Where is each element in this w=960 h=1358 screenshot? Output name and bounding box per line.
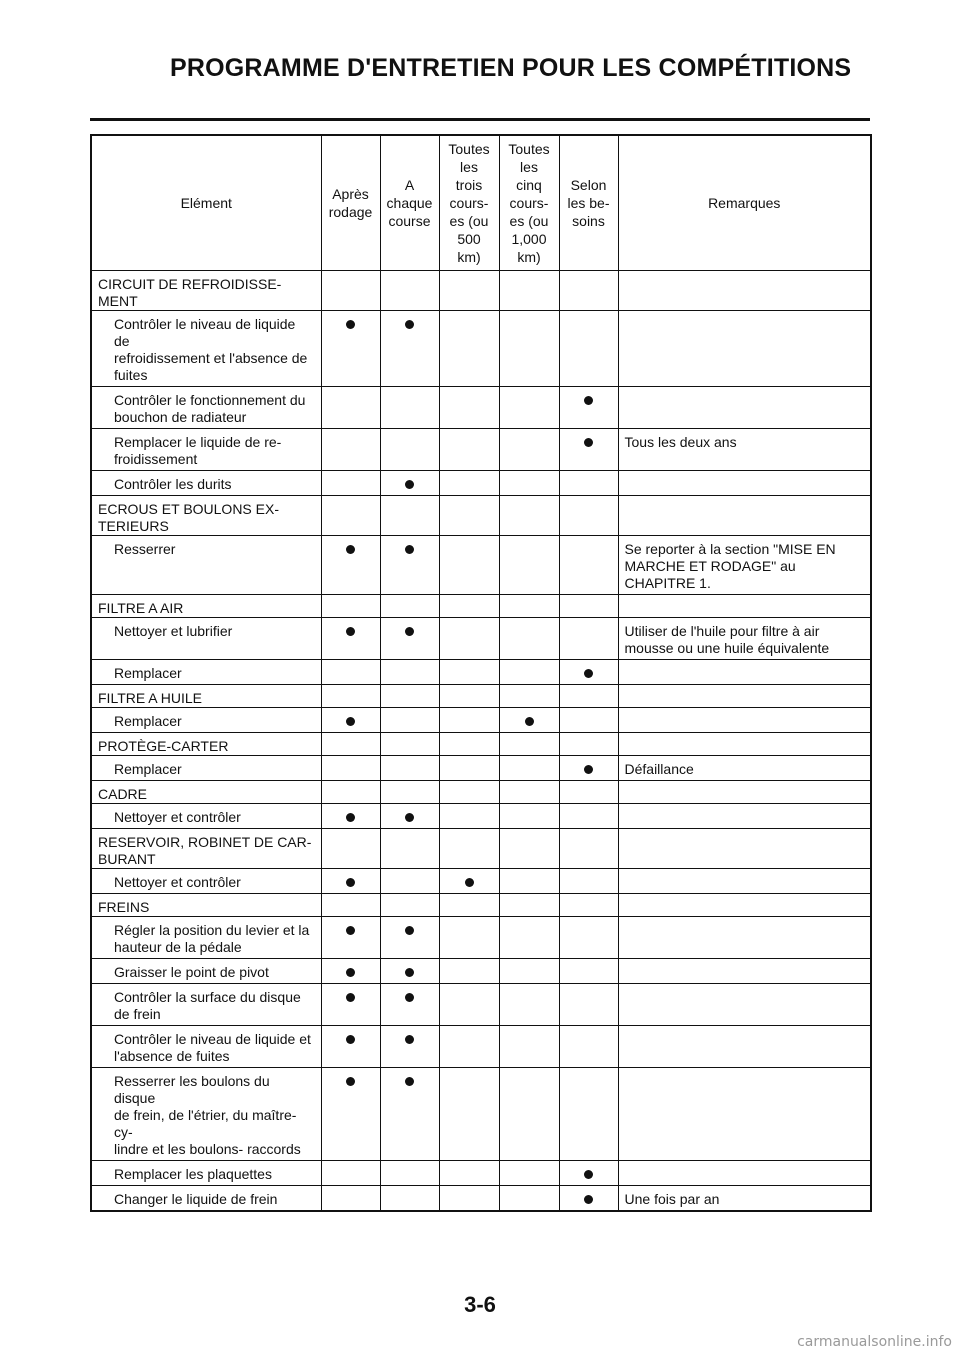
bullet-mark-icon <box>346 813 355 822</box>
item-cell <box>91 536 321 595</box>
interval-cell <box>499 471 559 496</box>
bullet-mark-icon <box>584 1195 593 1204</box>
remark-cell <box>618 959 871 984</box>
category-cell <box>91 685 321 708</box>
category-cell <box>91 271 321 311</box>
interval-cell <box>499 804 559 829</box>
interval-cell <box>321 429 380 471</box>
interval-cell <box>559 756 618 781</box>
remark-text: Se reporter à la section "MISE EN MARCHE ET RODAGE" au CHAPITRE 1. <box>624 541 836 591</box>
interval-cell <box>499 387 559 429</box>
interval-cell <box>559 536 618 595</box>
bullet-mark-icon <box>584 669 593 678</box>
remark-text: Une fois par an <box>624 1191 720 1207</box>
interval-cell <box>499 1068 559 1161</box>
header-selon-besoins: Selon les be- soins <box>559 135 618 271</box>
header-chaque-course: A chaque course <box>380 135 439 271</box>
bullet-mark-icon <box>405 545 414 554</box>
item-cell <box>91 618 321 660</box>
item-label: Contrôler le fonctionnement du bouchon de radiateur <box>114 392 306 425</box>
remark-text <box>619 387 871 394</box>
interval-cell <box>321 869 380 894</box>
item-label: Remplacer <box>114 761 182 777</box>
category-label: RESERVOIR, ROBINET DE CAR- BURANT <box>98 834 312 867</box>
item-label: Contrôler le niveau de liquide et l'absence de fuites <box>114 1031 311 1064</box>
empty-cell <box>618 595 871 618</box>
item-cell <box>91 1161 321 1186</box>
interval-cell <box>439 1161 499 1186</box>
table-row <box>91 869 871 894</box>
empty-cell <box>439 829 499 869</box>
interval-cell <box>499 618 559 660</box>
page-number: 3-6 <box>464 1292 496 1317</box>
remark-cell <box>618 756 871 781</box>
empty-cell <box>380 894 439 917</box>
page-title: PROGRAMME D'ENTRETIEN POUR LES COMPÉTITIONS <box>170 54 852 82</box>
category-label: FILTRE A HUILE <box>98 690 202 706</box>
item-label: Resserrer <box>114 541 176 557</box>
interval-cell <box>380 387 439 429</box>
item-label: Remplacer <box>114 713 182 729</box>
interval-cell <box>321 618 380 660</box>
interval-cell <box>559 618 618 660</box>
remark-cell <box>618 536 871 595</box>
remark-text <box>619 917 871 924</box>
category-row <box>91 271 871 311</box>
item-cell <box>91 471 321 496</box>
empty-cell <box>559 894 618 917</box>
item-label: Resserrer les boulons du disque de frein, de l'étrier, du maître-cy- lindre et les boulons- raccords <box>114 1073 301 1157</box>
interval-cell <box>499 917 559 959</box>
remark-cell <box>618 708 871 733</box>
remark-cell <box>618 1068 871 1161</box>
empty-cell <box>380 595 439 618</box>
remark-text <box>619 1068 871 1075</box>
bullet-mark-icon <box>525 717 534 726</box>
empty-cell <box>499 685 559 708</box>
empty-cell <box>321 685 380 708</box>
empty-cell <box>321 496 380 536</box>
interval-cell <box>439 1186 499 1212</box>
interval-cell <box>321 471 380 496</box>
remark-text: Utiliser de l'huile pour filtre à air mousse ou une huile équivalente <box>624 623 830 656</box>
interval-cell <box>321 1068 380 1161</box>
bullet-mark-icon <box>346 968 355 977</box>
interval-cell <box>321 536 380 595</box>
table-row <box>91 1161 871 1186</box>
item-cell <box>91 660 321 685</box>
item-cell <box>91 984 321 1026</box>
bullet-mark-icon <box>584 1170 593 1179</box>
interval-cell <box>559 1026 618 1068</box>
remark-cell <box>618 311 871 387</box>
interval-cell <box>321 660 380 685</box>
interval-cell <box>380 311 439 387</box>
interval-cell <box>499 984 559 1026</box>
interval-cell <box>439 536 499 595</box>
bullet-mark-icon <box>584 765 593 774</box>
bullet-mark-icon <box>405 1077 414 1086</box>
empty-cell <box>499 595 559 618</box>
empty-cell <box>559 829 618 869</box>
interval-cell <box>499 1186 559 1212</box>
interval-cell <box>380 1161 439 1186</box>
item-cell <box>91 917 321 959</box>
item-cell <box>91 429 321 471</box>
interval-cell <box>499 708 559 733</box>
empty-cell <box>618 894 871 917</box>
empty-cell <box>618 685 871 708</box>
empty-cell <box>618 496 871 536</box>
interval-cell <box>380 869 439 894</box>
interval-cell <box>499 1161 559 1186</box>
category-row <box>91 829 871 869</box>
bullet-mark-icon <box>584 396 593 405</box>
interval-cell <box>499 1026 559 1068</box>
bullet-mark-icon <box>346 627 355 636</box>
table-row <box>91 959 871 984</box>
empty-cell <box>321 595 380 618</box>
table-row <box>91 536 871 595</box>
bullet-mark-icon <box>346 320 355 329</box>
interval-cell <box>499 660 559 685</box>
bullet-mark-icon <box>405 320 414 329</box>
item-cell <box>91 311 321 387</box>
interval-cell <box>499 869 559 894</box>
interval-cell <box>439 618 499 660</box>
item-label: Contrôler les durits <box>114 476 232 492</box>
remark-cell <box>618 917 871 959</box>
table-row <box>91 1186 871 1212</box>
interval-cell <box>439 660 499 685</box>
item-cell <box>91 1068 321 1161</box>
category-label: PROTÈGE-CARTER <box>98 738 229 754</box>
interval-cell <box>380 429 439 471</box>
interval-cell <box>499 311 559 387</box>
interval-cell <box>559 708 618 733</box>
table-row <box>91 429 871 471</box>
category-row <box>91 894 871 917</box>
item-label: Remplacer <box>114 665 182 681</box>
table-row <box>91 387 871 429</box>
remark-cell <box>618 429 871 471</box>
interval-cell <box>321 387 380 429</box>
interval-cell <box>380 917 439 959</box>
interval-cell <box>499 429 559 471</box>
remark-text: Tous les deux ans <box>624 434 737 450</box>
watermark: carmanualsonline.info <box>797 1334 952 1350</box>
remark-cell <box>618 804 871 829</box>
interval-cell <box>439 756 499 781</box>
table-row <box>91 471 871 496</box>
remark-cell <box>618 1161 871 1186</box>
category-label: FREINS <box>98 899 150 915</box>
empty-cell <box>439 271 499 311</box>
item-cell <box>91 1026 321 1068</box>
interval-cell <box>499 756 559 781</box>
table-row <box>91 804 871 829</box>
interval-cell <box>559 869 618 894</box>
interval-cell <box>439 387 499 429</box>
category-cell <box>91 733 321 756</box>
remark-text: Défaillance <box>624 761 694 777</box>
empty-cell <box>439 894 499 917</box>
remark-cell <box>618 1026 871 1068</box>
remark-cell <box>618 387 871 429</box>
interval-cell <box>380 1026 439 1068</box>
interval-cell <box>559 471 618 496</box>
category-label: FILTRE A AIR <box>98 600 184 616</box>
header-cinq-courses: Toutes les cinq cours- es (ou 1,000 km) <box>499 135 559 271</box>
empty-cell <box>439 496 499 536</box>
bullet-mark-icon <box>346 926 355 935</box>
empty-cell <box>559 496 618 536</box>
empty-cell <box>439 733 499 756</box>
empty-cell <box>559 271 618 311</box>
category-row <box>91 685 871 708</box>
table-row <box>91 708 871 733</box>
interval-cell <box>439 917 499 959</box>
category-label: CIRCUIT DE REFROIDISSE- MENT <box>98 276 282 309</box>
category-row <box>91 496 871 536</box>
interval-cell <box>439 311 499 387</box>
category-cell <box>91 595 321 618</box>
table-row <box>91 1068 871 1161</box>
category-label: ECROUS ET BOULONS EX- TERIEURS <box>98 501 280 534</box>
interval-cell <box>380 708 439 733</box>
header-element: Elément <box>91 135 321 271</box>
interval-cell <box>439 429 499 471</box>
interval-cell <box>380 959 439 984</box>
empty-cell <box>559 733 618 756</box>
item-cell <box>91 959 321 984</box>
empty-cell <box>380 733 439 756</box>
empty-cell <box>439 595 499 618</box>
item-cell <box>91 387 321 429</box>
table-row <box>91 311 871 387</box>
remark-text <box>619 1161 871 1168</box>
remark-cell <box>618 660 871 685</box>
bullet-mark-icon <box>405 480 414 489</box>
item-label: Nettoyer et contrôler <box>114 809 241 825</box>
item-label: Remplacer le liquide de re- froidissement <box>114 434 282 467</box>
empty-cell <box>499 781 559 804</box>
interval-cell <box>380 1186 439 1212</box>
table-row <box>91 984 871 1026</box>
remark-text <box>619 660 871 667</box>
item-label: Changer le liquide de frein <box>114 1191 278 1207</box>
interval-cell <box>321 804 380 829</box>
empty-cell <box>321 733 380 756</box>
empty-cell <box>618 781 871 804</box>
interval-cell <box>321 1161 380 1186</box>
bullet-mark-icon <box>346 545 355 554</box>
empty-cell <box>380 829 439 869</box>
table-row <box>91 618 871 660</box>
interval-cell <box>321 1026 380 1068</box>
remark-cell <box>618 869 871 894</box>
interval-cell <box>380 618 439 660</box>
remark-cell <box>618 984 871 1026</box>
item-label: Régler la position du levier et la hauteur de la pédale <box>114 922 310 955</box>
empty-cell <box>380 781 439 804</box>
table-row <box>91 917 871 959</box>
empty-cell <box>499 271 559 311</box>
empty-cell <box>321 829 380 869</box>
interval-cell <box>380 984 439 1026</box>
empty-cell <box>380 496 439 536</box>
category-cell <box>91 829 321 869</box>
maintenance-schedule-table <box>90 134 872 1212</box>
interval-cell <box>321 311 380 387</box>
empty-cell <box>559 595 618 618</box>
category-row <box>91 595 871 618</box>
interval-cell <box>321 984 380 1026</box>
interval-cell <box>559 984 618 1026</box>
category-label: CADRE <box>98 786 148 802</box>
bullet-mark-icon <box>405 1035 414 1044</box>
category-cell <box>91 781 321 804</box>
interval-cell <box>559 311 618 387</box>
interval-cell <box>380 756 439 781</box>
title-rule <box>90 118 870 121</box>
bullet-mark-icon <box>405 813 414 822</box>
table-row <box>91 756 871 781</box>
remark-cell <box>618 618 871 660</box>
bullet-mark-icon <box>346 1035 355 1044</box>
item-label: Nettoyer et contrôler <box>114 874 241 890</box>
remark-text <box>619 1026 871 1033</box>
interval-cell <box>499 959 559 984</box>
item-cell <box>91 804 321 829</box>
interval-cell <box>321 959 380 984</box>
remark-text <box>619 708 871 715</box>
item-label: Contrôler la surface du disque de frein <box>114 989 301 1022</box>
empty-cell <box>499 733 559 756</box>
bullet-mark-icon <box>405 926 414 935</box>
item-label: Graisser le point de pivot <box>114 964 269 980</box>
interval-cell <box>559 660 618 685</box>
interval-cell <box>559 1068 618 1161</box>
bullet-mark-icon <box>346 1077 355 1086</box>
item-label: Remplacer les plaquettes <box>114 1166 272 1182</box>
remark-text <box>619 959 871 966</box>
empty-cell <box>499 496 559 536</box>
header-row <box>91 135 871 271</box>
remark-cell <box>618 1186 871 1212</box>
table-row <box>91 660 871 685</box>
empty-cell <box>321 271 380 311</box>
interval-cell <box>499 536 559 595</box>
interval-cell <box>380 471 439 496</box>
empty-cell <box>618 271 871 311</box>
bullet-mark-icon <box>465 878 474 887</box>
interval-cell <box>559 917 618 959</box>
interval-cell <box>439 708 499 733</box>
interval-cell <box>439 1026 499 1068</box>
item-cell <box>91 708 321 733</box>
empty-cell <box>559 685 618 708</box>
category-cell <box>91 496 321 536</box>
empty-cell <box>321 894 380 917</box>
interval-cell <box>559 1186 618 1212</box>
empty-cell <box>559 781 618 804</box>
interval-cell <box>321 708 380 733</box>
remark-text <box>619 869 871 876</box>
header-remarques: Remarques <box>618 135 871 271</box>
bullet-mark-icon <box>346 878 355 887</box>
empty-cell <box>499 894 559 917</box>
item-label: Nettoyer et lubrifier <box>114 623 233 639</box>
interval-cell <box>380 536 439 595</box>
empty-cell <box>321 781 380 804</box>
interval-cell <box>439 471 499 496</box>
item-cell <box>91 756 321 781</box>
category-row <box>91 733 871 756</box>
item-cell <box>91 869 321 894</box>
interval-cell <box>321 756 380 781</box>
interval-cell <box>559 429 618 471</box>
interval-cell <box>559 959 618 984</box>
empty-cell <box>380 271 439 311</box>
item-cell <box>91 1186 321 1212</box>
empty-cell <box>380 685 439 708</box>
interval-cell <box>559 387 618 429</box>
schedule-body <box>91 271 871 1212</box>
category-row <box>91 781 871 804</box>
interval-cell <box>439 869 499 894</box>
empty-cell <box>618 733 871 756</box>
interval-cell <box>439 804 499 829</box>
interval-cell <box>559 804 618 829</box>
bullet-mark-icon <box>584 438 593 447</box>
table-row <box>91 1026 871 1068</box>
bullet-mark-icon <box>405 627 414 636</box>
interval-cell <box>439 959 499 984</box>
interval-cell <box>380 804 439 829</box>
interval-cell <box>439 984 499 1026</box>
bullet-mark-icon <box>346 993 355 1002</box>
bullet-mark-icon <box>346 717 355 726</box>
remark-cell <box>618 471 871 496</box>
interval-cell <box>321 1186 380 1212</box>
empty-cell <box>618 829 871 869</box>
interval-cell <box>439 1068 499 1161</box>
remark-text <box>619 311 871 318</box>
header-apres-rodage: Après rodage <box>321 135 380 271</box>
empty-cell <box>439 685 499 708</box>
category-cell <box>91 894 321 917</box>
interval-cell <box>321 917 380 959</box>
remark-text <box>619 984 871 991</box>
remark-text <box>619 804 871 811</box>
interval-cell <box>380 1068 439 1161</box>
item-label: Contrôler le niveau de liquide de refroidissement et l'absence de fuites <box>114 316 308 383</box>
header-trois-courses: Toutes les trois cours- es (ou 500 km) <box>439 135 499 271</box>
bullet-mark-icon <box>405 968 414 977</box>
interval-cell <box>380 660 439 685</box>
bullet-mark-icon <box>405 993 414 1002</box>
remark-text <box>619 471 871 478</box>
empty-cell <box>499 829 559 869</box>
interval-cell <box>559 1161 618 1186</box>
empty-cell <box>439 781 499 804</box>
